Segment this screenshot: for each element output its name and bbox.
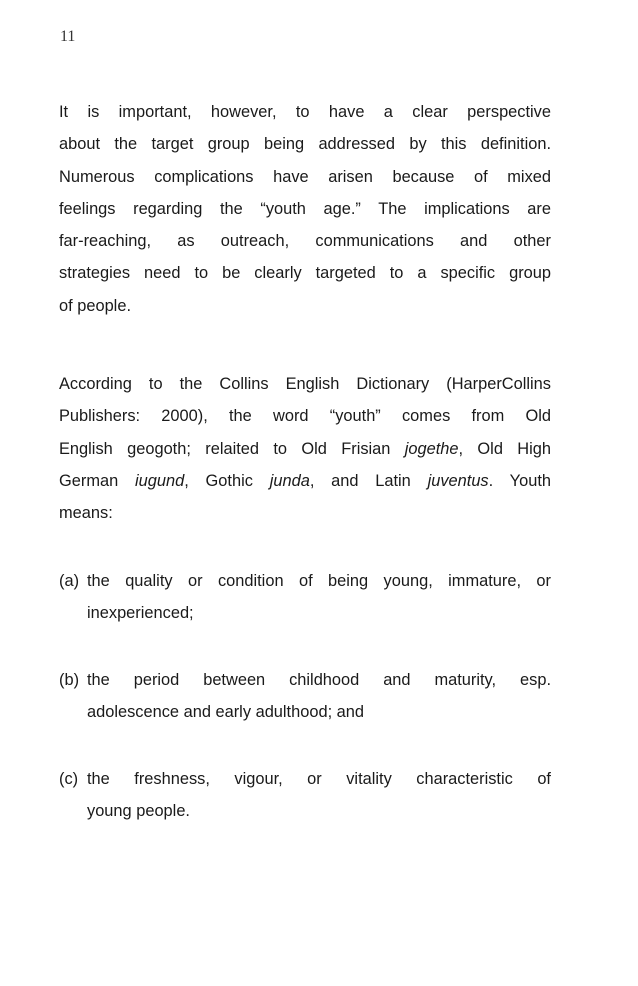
- italic-word-iugund: iugund: [134, 471, 185, 490]
- list-item-line: inexperienced;: [87, 604, 194, 623]
- text-run: . Youth: [488, 471, 551, 490]
- list-item: [59, 565, 551, 630]
- paragraph-line: strategies need to be clearly targeted to a specific group: [59, 264, 551, 283]
- list-marker: (b): [59, 671, 80, 689]
- italic-word-juventus: juventus: [427, 471, 489, 490]
- list-item: [59, 763, 551, 828]
- text-run: , and Latin: [309, 471, 428, 490]
- text-run: , Gothic: [184, 471, 270, 490]
- paragraph-target-group: [59, 96, 551, 322]
- list-item-text: [87, 664, 551, 729]
- paragraph-line: Publishers: 2000), the word “youth” comes from Old: [59, 407, 551, 426]
- paragraph-line: far-reaching, as outreach, communications and other: [59, 232, 551, 251]
- italic-word-junda: junda: [269, 471, 310, 490]
- text-run: German: [59, 471, 135, 490]
- text-run: English geogoth; relaited to Old Frisian: [59, 439, 405, 458]
- list-item: [59, 664, 551, 729]
- paragraph-line: about the target group being addressed by this definition.: [59, 135, 551, 154]
- list-item-line: adolescence and early adulthood; and: [87, 703, 365, 722]
- paragraph-line: [59, 465, 551, 497]
- paragraph-line: feelings regarding the “youth age.” The implications are: [59, 199, 551, 218]
- list-marker: (c): [59, 770, 79, 788]
- paragraph-line: of people.: [59, 296, 131, 315]
- paragraph-line: It is important, however, to have a clear perspective: [59, 103, 551, 121]
- text-run: , Old High: [458, 439, 551, 458]
- paragraph-line: Numerous complications have arisen because of mixed: [59, 167, 551, 186]
- list-item-line: the quality or condition of being young, immature, or: [87, 572, 551, 590]
- list-item-line: young people.: [87, 802, 190, 821]
- paragraph-line: [59, 433, 551, 465]
- paragraph-line: According to the Collins English Dictionary (HarperCollins: [59, 375, 551, 393]
- list-item-text: [87, 763, 551, 828]
- italic-word-jogethe: jogethe: [404, 439, 459, 458]
- paragraph-etymology: [59, 368, 551, 529]
- list-item-line: the freshness, vigour, or vitality characteristic of: [87, 770, 551, 788]
- list-marker: (a): [59, 572, 80, 590]
- list-item-line: the period between childhood and maturity, esp.: [87, 671, 551, 689]
- list-item-text: [87, 565, 551, 630]
- paragraph-line: means:: [59, 504, 113, 523]
- page-number: 11: [60, 28, 76, 45]
